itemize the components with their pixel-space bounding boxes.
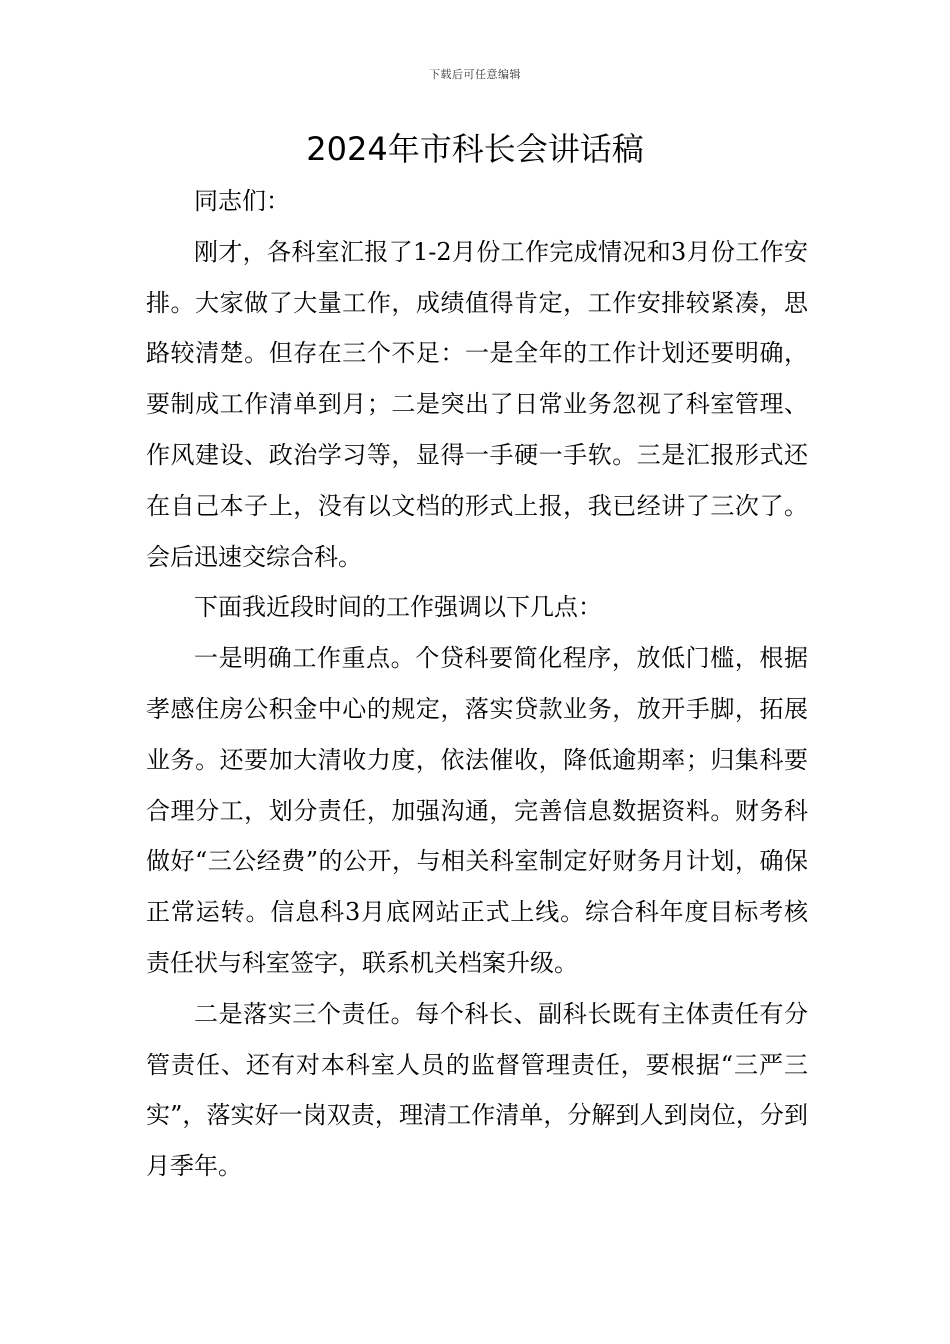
header-note: 下载后可任意编辑	[429, 68, 521, 81]
document-body	[146, 176, 808, 1192]
paragraph-1: 刚才，各科室汇报了1-2月份工作完成情况和3月份工作安排。大家做了大量工作，成绩值得肯定，工作安排较紧凑，思路较清楚。但存在三个不足：一是全年的工作计划还要明确，要制成工作清单到月；二是突出了日常业务忽视了科室管理、作风建设、政治学习等，显得一手硬一手软。三是汇报形式还在自己本子上，没有以文档的形式上报，我已经讲了三次了。会后迅速交综合科。	[146, 237, 808, 571]
document-title: 2024年市科长会讲话稿	[306, 130, 644, 168]
paragraph-2: 下面我近段时间的工作强调以下几点：	[194, 593, 602, 622]
paragraph-4: 二是落实三个责任。每个科长、副科长既有主体责任有分管责任、还有对本科室人员的监督管理责任，要根据“三严三实”，落实好一岗双责，理清工作清单，分解到人到岗位，分到月季年。	[146, 999, 808, 1181]
paragraph-salutation: 同志们：	[194, 187, 290, 215]
paragraph-3: 一是明确工作重点。个贷科要简化程序，放低门槛，根据孝感住房公积金中心的规定，落实贷款业务，放开手脚，拓展业务。还要加大清收力度，依法催收，降低逾期率；归集科要合理分工，划分责任，加强沟通，完善信息数据资料。财务科做好“三公经费”的公开，与相关科室制定好财务月计划，确保正常运转。信息科3月底网站正式上线。综合科年度目标考核责任状与科室签字，联系机关档案升级。	[146, 644, 808, 977]
